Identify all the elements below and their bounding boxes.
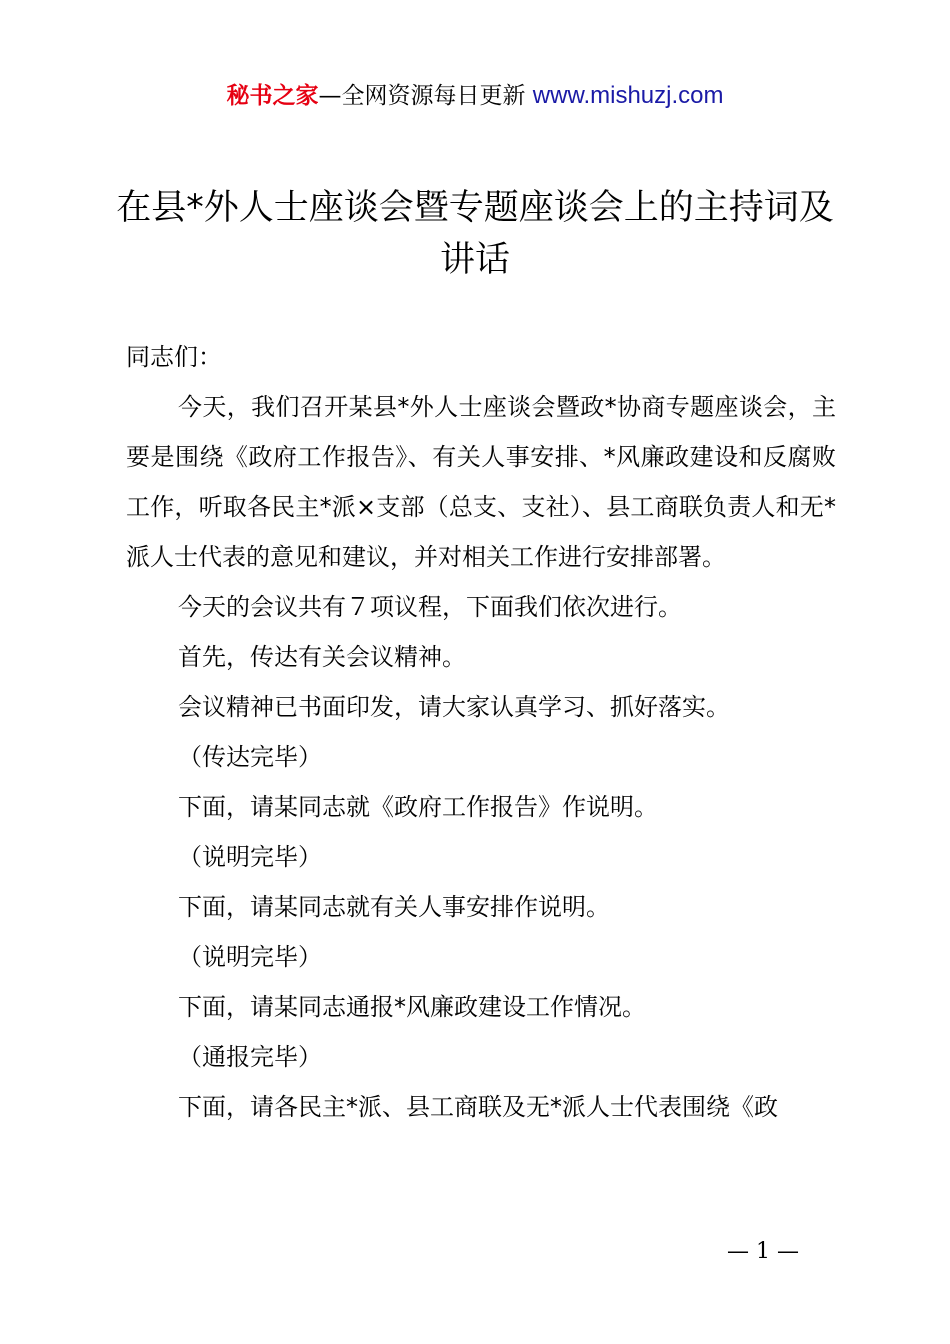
- page-number: — 1 —: [727, 1239, 799, 1264]
- paragraph: 下面，请各民主*派、县工商联及无*派人士代表围绕《政: [178, 1093, 778, 1121]
- document-body: [126, 332, 836, 1132]
- salutation: 同志们：: [126, 343, 222, 371]
- paragraph: （说明完毕）: [178, 843, 322, 871]
- paragraph: （说明完毕）: [178, 943, 322, 971]
- paragraph: 今天，我们召开某县*外人士座谈会暨政*协商专题座谈会，主要是围绕《政府工作报告》、有关人事安排、*风廉政建设和反腐败工作，听取各民主*派×支部（总支、支社）、县工商联负责人和无*派人士代表的意见和建议，并对相关工作进行安排部署。: [126, 393, 836, 571]
- paragraph: 首先，传达有关会议精神。: [178, 643, 466, 671]
- paragraph: 下面，请某同志就有关人事安排作说明。: [178, 893, 610, 921]
- paragraph: （通报完毕）: [178, 1043, 322, 1071]
- site-slogan: —全网资源每日更新: [318, 83, 533, 109]
- paragraph: 下面，请某同志就《政府工作报告》作说明。: [178, 793, 658, 821]
- paragraph: 今天的会议共有７项议程，下面我们依次进行。: [178, 593, 682, 621]
- paragraph: （传达完毕）: [178, 743, 322, 771]
- site-brand: 秘书之家: [226, 83, 319, 109]
- paragraph: 会议精神已书面印发，请大家认真学习、抓好落实。: [178, 693, 730, 721]
- site-url-link[interactable]: www.mishuzj.com: [532, 82, 724, 109]
- document-title: 在县*外人士座谈会暨专题座谈会上的主持词及讲话: [116, 188, 834, 280]
- site-banner: [0, 80, 950, 112]
- paragraph: 下面，请某同志通报*风廉政建设工作情况。: [178, 993, 646, 1021]
